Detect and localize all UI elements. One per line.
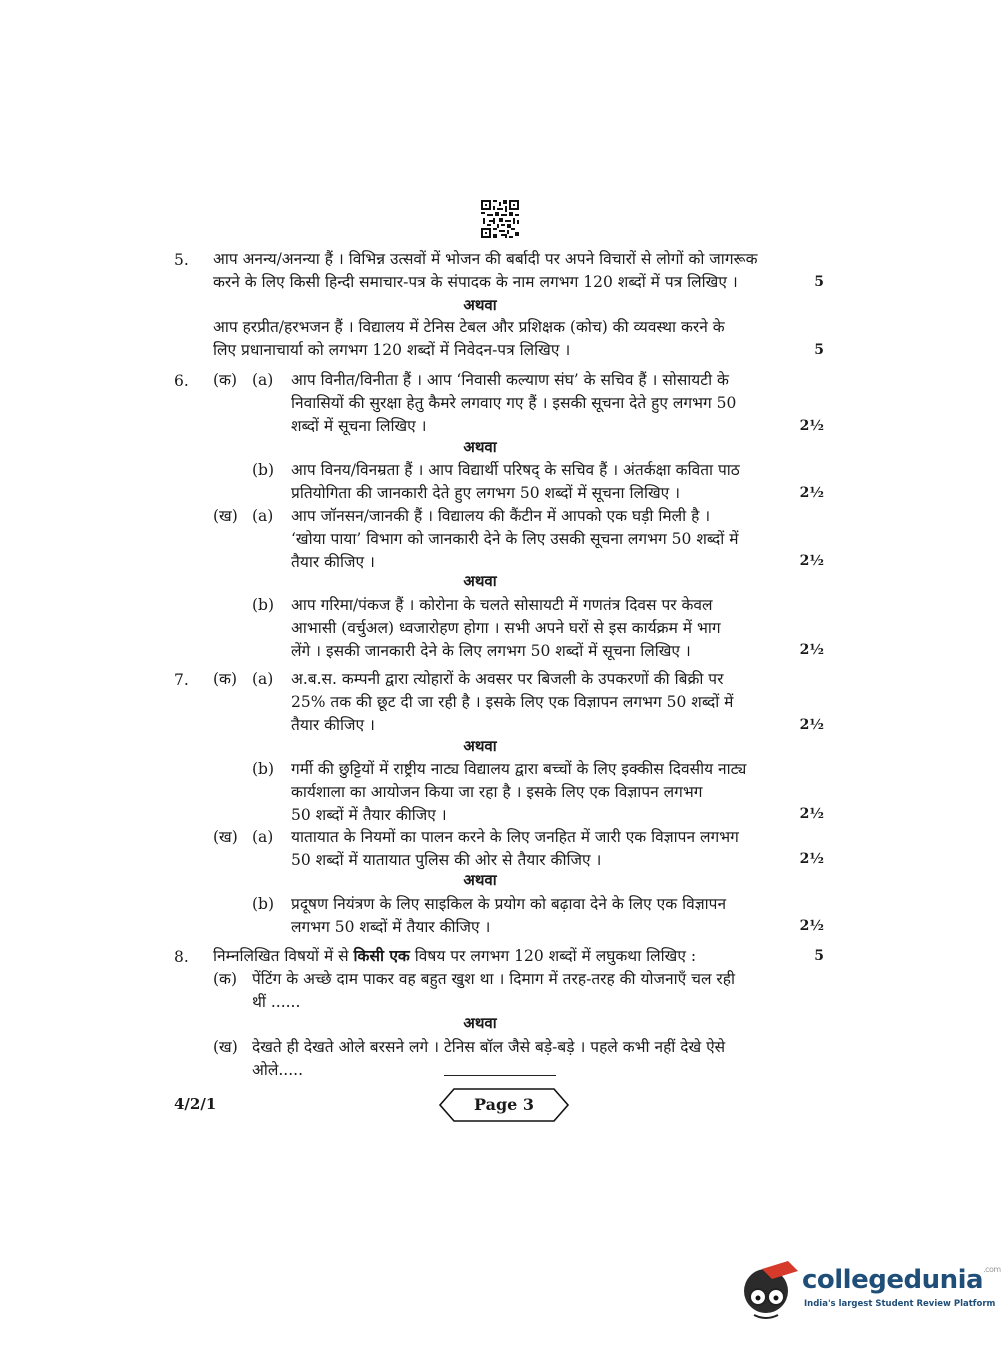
divider [444,1075,556,1076]
or-divider: अथवा [463,1014,497,1032]
question-text: ओले..... [252,1061,304,1079]
qr-code [481,200,519,238]
subpart-label: (क) [213,371,237,389]
question-text: यातायात के नियमों का पालन करने के लिए जनहित में जारी एक विज्ञापन लगभग [291,828,739,846]
marks: 2½ [799,806,824,822]
question-text: आप अनन्य/अनन्या हैं । विभिन्न उत्सवों में भोजन की बर्बादी पर अपने विचारों से लोगों को जागरूक [213,250,758,268]
question-text: लेंगे । इसकी जानकारी देने के लिए लगभग 50 शब्दों में सूचना लिखिए । [291,642,691,660]
question-text: निवासियों की सुरक्षा हेतु कैमरे लगवाए गए हैं । इसकी सूचना देते हुए लगभग 50 [291,394,737,412]
marks: 2½ [799,642,824,658]
marks: 5 [814,274,824,290]
question-text: 25% तक की छूट दी जा रही है । इसके लिए एक विज्ञापन लगभग 50 शब्दों में [291,693,734,711]
marks: 2½ [799,717,824,733]
question-text: अ.ब.स. कम्पनी द्वारा त्योहारों के अवसर पर बिजली के उपकरणों की बिक्री पर [291,670,724,688]
question-text: शब्दों में सूचना लिखिए । [291,417,427,435]
question-text [213,945,696,967]
brand-name [802,1265,1001,1295]
question-text: 50 शब्दों में यातायात पुलिस की ओर से तैयार कीजिए । [291,851,602,869]
subpart-label: (b) [252,461,275,479]
marks: 2½ [799,485,824,501]
or-divider: अथवा [463,572,497,590]
page-number: Page 3 [473,1095,535,1114]
subpart-label: (a) [252,371,274,389]
intro-text: विषय पर लगभग 120 शब्दों में लघुकथा लिखिए : [409,947,697,965]
marks: 2½ [799,553,824,569]
question-text: कार्यशाला का आयोजन किया जा रहा है । इसके लिए एक विज्ञापन लगभग [291,783,703,801]
subpart-label: (ख) [213,1038,238,1056]
question-text: आभासी (वर्चुअल) ध्वजारोहण होगा । सभी अपने घरों से इस कार्यक्रम में भाग [291,619,721,637]
subpart-label: (ख) [213,828,238,846]
question-number: 6. [174,372,189,390]
question-text: प्रदूषण नियंत्रण के लिए साइकिल के प्रयोग को बढ़ावा देने के लिए एक विज्ञापन [291,895,727,913]
or-divider: अथवा [463,871,497,889]
question-text: ‘खोया पाया’ विभाग को जानकारी देने के लिए उसकी सूचना लगभग 50 शब्दों में [291,530,739,548]
marks: 5 [814,948,824,964]
subpart-label: (a) [252,507,274,525]
question-text: लगभग 50 शब्दों में तैयार कीजिए । [291,918,491,936]
question-text: तैयार कीजिए । [291,553,375,571]
marks: 2½ [799,851,824,867]
paper-code: 4/2/1 [174,1095,217,1113]
marks: 2½ [799,418,824,434]
question-text: प्रतियोगिता की जानकारी देते हुए लगभग 50 शब्दों में सूचना लिखिए । [291,484,681,502]
mascot-icon [740,1257,800,1321]
intro-emphasis: किसी एक [353,946,410,965]
question-text: आप विनीत/विनीता हैं । आप ‘निवासी कल्याण संघ’ के सचिव हैं । सोसायटी के [291,371,729,389]
page-number-box [438,1087,570,1123]
subpart-label: (ख) [213,507,238,525]
subpart-label: (b) [252,895,275,913]
brand-name-text: collegedunia [802,1265,984,1295]
subpart-label: (a) [252,828,274,846]
subpart-label: (b) [252,596,275,614]
question-text: देखते ही देखते ओले बरसने लगे । टेनिस बॉल जैसे बड़े-बड़े । पहले कभी नहीं देखे ऐसे [252,1038,726,1056]
brand-tagline: India's largest Student Review Platform [804,1299,996,1309]
question-text: थीं ...... [252,993,301,1011]
question-text: लिए प्रधानाचार्या को लगभग 120 शब्दों में निवेदन-पत्र लिखिए । [213,341,571,359]
marks: 2½ [799,918,824,934]
intro-text: निम्नलिखित विषयों में से [213,947,354,965]
question-text: आप गरिमा/पंकज हैं । कोरोना के चलते सोसायटी में गणतंत्र दिवस पर केवल [291,596,713,614]
question-text: आप हरप्रीत/हरभजन हैं । विद्यालय में टेनिस टेबल और प्रशिक्षक (कोच) की व्यवस्था करने के [213,318,725,336]
question-number: 7. [174,671,189,689]
question-text: करने के लिए किसी हिन्दी समाचार-पत्र के संपादक के नाम लगभग 120 शब्दों में पत्र लिखिए । [213,273,738,291]
question-text: आप जॉनसन/जानकी हैं । विद्यालय की कैंटीन में आपको एक घड़ी मिली है । [291,507,711,525]
or-divider: अथवा [463,737,497,755]
question-text: तैयार कीजिए । [291,716,375,734]
subpart-label: (a) [252,670,274,688]
subpart-label: (b) [252,760,275,778]
subpart-label: (क) [213,670,237,688]
question-number: 8. [174,948,189,966]
or-divider: अथवा [463,438,497,456]
or-divider: अथवा [463,296,497,314]
collegedunia-logo [740,1253,1001,1325]
subpart-label: (क) [213,970,237,988]
question-text: आप विनय/विनम्रता हैं । आप विद्यार्थी परिषद् के सचिव हैं । अंतर्कक्षा कविता पाठ [291,461,740,479]
marks: 5 [814,342,824,358]
question-number: 5. [174,251,189,269]
question-text: पेंटिंग के अच्छे दाम पाकर वह बहुत खुश था । दिमाग में तरह-तरह की योजनाएँ चल रही [252,970,735,988]
question-text: गर्मी की छुट्टियों में राष्ट्रीय नाट्य विद्यालय द्वारा बच्चों के लिए इक्कीस दिवसीय नाट्य [291,760,747,778]
question-text: 50 शब्दों में तैयार कीजिए । [291,806,447,824]
brand-suffix: .com [983,1265,1001,1274]
